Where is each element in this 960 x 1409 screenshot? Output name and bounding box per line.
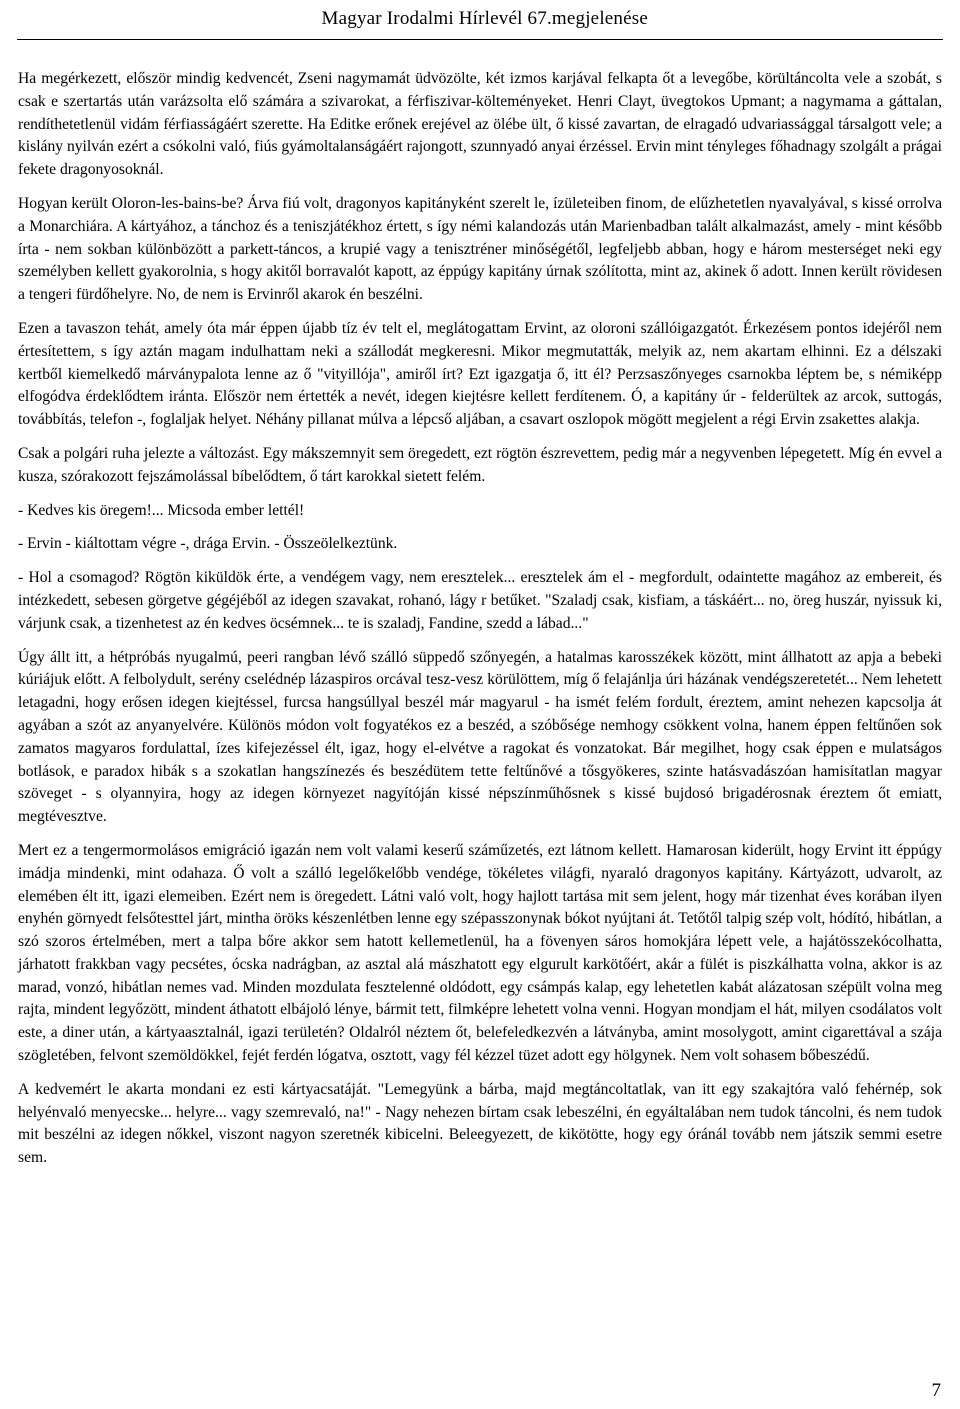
paragraph-6: Mert ez a tengermormolásos emigráció igazán nem volt valami keserű száműzetés, ezt látnom kellett. Hamarosan kiderült, hogy Ervint itt éppúgy imádja mindenki, mint odahaza. Ő volt a szálló legelőkelőbb vendége, tökéletes világfi, nyaraló dragonyos kapitány. Kártyázott, udvarolt, az elemében élt itt, igazi elemeiben. Ezért nem is öregedett. Látni való volt, hogy hajlott tartása mit sem jelent, hogy már tizenhat éves korában ilyen enyhén görnyedt felsőtesttel járt, mintha öröks készenlétben lenne egy szépasszonynak bókot nyújtani át. Tetőtől talpig szép volt, hódító, hibátlan, a szó szoros értelmében, mert a talpa bőre akkor sem hatott kellemetlenül, ha a fövenyen sáros homokjára lépett vele, a hajátösszekócolhatta, járhatott frakkban vagy pecsétes, ócska nadrágban, az asztal alá mászhatott egy elgurult karkötőért, akár a fülét is piszkálhatta volna, akkor is az marad, vonzó, hibátlan nemes vad. Minden mozdulata fesztelenné oldódott, egy csámpás kalap, egy lehetetlen kabát alázatosan szépült volna meg rajta, mindent legyőzött, mindent áthatott elbájoló lénye, bármit tett, filmképre lehetett volna venni. Hogyan mondjam el hát, milyen csodálatos volt este, a diner után, a kártyaasztalnál, igazi területén? Oldalról néztem őt, belefeledkezvén a látványba, amint mosolygott, amint cigarettával a szája szögletében, felvont szemöldökkel, fejét ferdén lógatva, osztott, vagy fél kézzel tüzet adott egy hölgynek. Nem volt sohasem bőbeszédű. [18, 841, 942, 1065]
dialogue-line-1: - Kedves kis öregem!... Micsoda ember lettél! [18, 501, 305, 519]
article-body [18, 68, 942, 1181]
paragraph-2: Hogyan került Oloron-les-bains-be? Árva fiú volt, dragonyos kapitányként szerelt le, ízületeiben finom, de elűzhetetlen nyavalyával, s kissé orrolva a Monarchiára. A kártyához, a tánchoz és a teniszjátékhoz értett, s így némi kalandozás után Marienbadban talált alkalmazást, amely - mint később írta - nem sokban különbözött a parkett-táncos, a krupié vagy a tenisztréner minőségétől, legfeljebb abban, hogy e három mesterséget neki egy személyben kellett gyakorolnia, s hogy akitől borravalót kapott, az éppúgy kapitány úrnak szólította, mint az, akinek ő adott. Innen került rövidesen a tengeri fürdőhelyre. No, de nem is Ervinről akarok én beszélni. [18, 194, 942, 304]
header-divider [17, 39, 943, 40]
dialogue-line-3: - Hol a csomagod? Rögtön kiküldök érte, a vendégem vagy, nem eresztelek... eresztelek ám el - megfordult, odaintette magához az embereit, és intézkedett, sebesen görgetve gégéjéből az idegen szavakat, rohanó, lágy r betűket. "Szaladj csak, kisfiam, a táskáért... no, öreg huszár, nyissuk ki, várjunk csak, a tizenhetest az én kedves öcsémnek... te is szaladj, Fandine, szedd a lábad..." [18, 569, 942, 632]
page-number: 7 [931, 1380, 941, 1401]
paragraph-4: Csak a polgári ruha jelezte a változást. Egy mákszemnyit sem öregedett, ezt rögtön észrevettem, pedig már a negyvenben lépegetett. Míg én evvel a kusza, szórakozott fejszámolással bíbelődtem, ő tárt karokkal sietett felém. [18, 444, 942, 485]
paragraph-5: Úgy állt itt, a hétpróbás nyugalmú, peeri rangban lévő szálló süppedő szőnyegén, a hatalmas karosszékek között, mint állhatott az apja a bebeki kúriájuk előtt. A felbolydult, serény cselédnép lázaspiros orcával tesz-vesz körülöttem, míg ő felajánlja úri házának vendégszeretetét... Nem lehetett letagadni, hogy erősen idegen kiejtéssel, furcsa hangsúllyal beszél már magyarul - ha ismét felém fordult, éreztem, amint nehezen kapcsolja át agyában a szót az anyanyelvére. Különös módon volt fogyatékos ez a beszéd, a szóbősége nemhogy csökkent volna, hanem éppen feltűnően sok zamatos magyaros fordulattal, ízes kifejezéssel élt, igaz, hogy el-elvétve a ragokat és vonzatokat. Bár megilhet, hogy csak éppen e mulatságos botlások, e paradox hibák s a szokatlan hangszínezés és beszédütem tette feltűnővé a tősgyökeres, szinte hatásvadászóan hamisítatlan magyar szöveget - s olyannyira, hogy az idegen környezet nagyítóján kissé népszínműhősnek s kissé bujdosó brigadérosnak éreztem őt emiatt, megtévesztve. [18, 648, 942, 826]
paragraph-3: Ezen a tavaszon tehát, amely óta már éppen újabb tíz év telt el, meglátogattam Ervint, az oloroni szállóigazgatót. Érkezésem pontos idejéről nem értesítettem, s így aztán magam indulhattam neki a szállodát megkeresni. Mikor megmutatták, melyik az, nem akartam elhinni. Ez a délszaki kertből kiemelkedő márványpalota lenne az ő "vityillója", amiről írt? Ezt igazgatja ő, itt él? Perzsaszőnyeges csarnokba léptem be, s némiképp elfogódva érdeklődtem iránta. Először nem értették a nevét, idegen kiejtésre kellett ferdítenem. Ó, a kapitány úr - felderültek az arcok, suttogás, továbbítás, telefon -, foglaljak helyet. Néhány pillanat múlva a lépcső aljában, a csavart oszlopok mögött megjelent a régi Ervin zsakettes alakja. [18, 319, 942, 429]
newsletter-header-title: Magyar Irodalmi Hírlevél 67.megjelenése [321, 8, 648, 29]
paragraph-7: A kedvemért le akarta mondani ez esti kártyacsatáját. "Lemegyünk a bárba, majd megtáncoltatlak, van itt egy szakajtóra való fehérnép, sok helyénvaló menyecske... helyre... vagy szemrevaló, na!" - Nagy nehezen bírtam csak lebeszélni, én egyáltalában nem tudok táncolni, és nem tudok mit beszélni az idegen nőkkel, viszont nagyon szeretnék kibicelni. Beleegyezett, de kikötötte, hogy egy óránál tovább nem játszik semmi esetre sem. [18, 1080, 942, 1167]
paragraph-1: Ha megérkezett, először mindig kedvencét, Zseni nagymamát üdvözölte, két izmos karjával felkapta őt a levegőbe, körültáncolta vele a szobát, s csak e szertartás után varázsolta elő számára a szivarokat, a férfiszivar-költeményeket. Henri Clayt, üvegtokos Upmant; a nagymama a gáttalan, rendíthetetlenül vidám férfiasságáért szerette. Ha Editke erőnek erejével az ölébe ült, ő kissé zavartan, de elragadó udvariassággal társalgott vele; a kislány nyilván ezért a csókolni való, fiús gyámoltalanságáért rajongott, szunnyadó anyai érzéssel. Ervin mint tényleges főhadnagy szolgált a prágai fekete dragonyosoknál. [18, 70, 942, 179]
dialogue-line-2: - Ervin - kiáltottam végre -, drága Ervin. - Összeölelkeztünk. [18, 535, 398, 553]
